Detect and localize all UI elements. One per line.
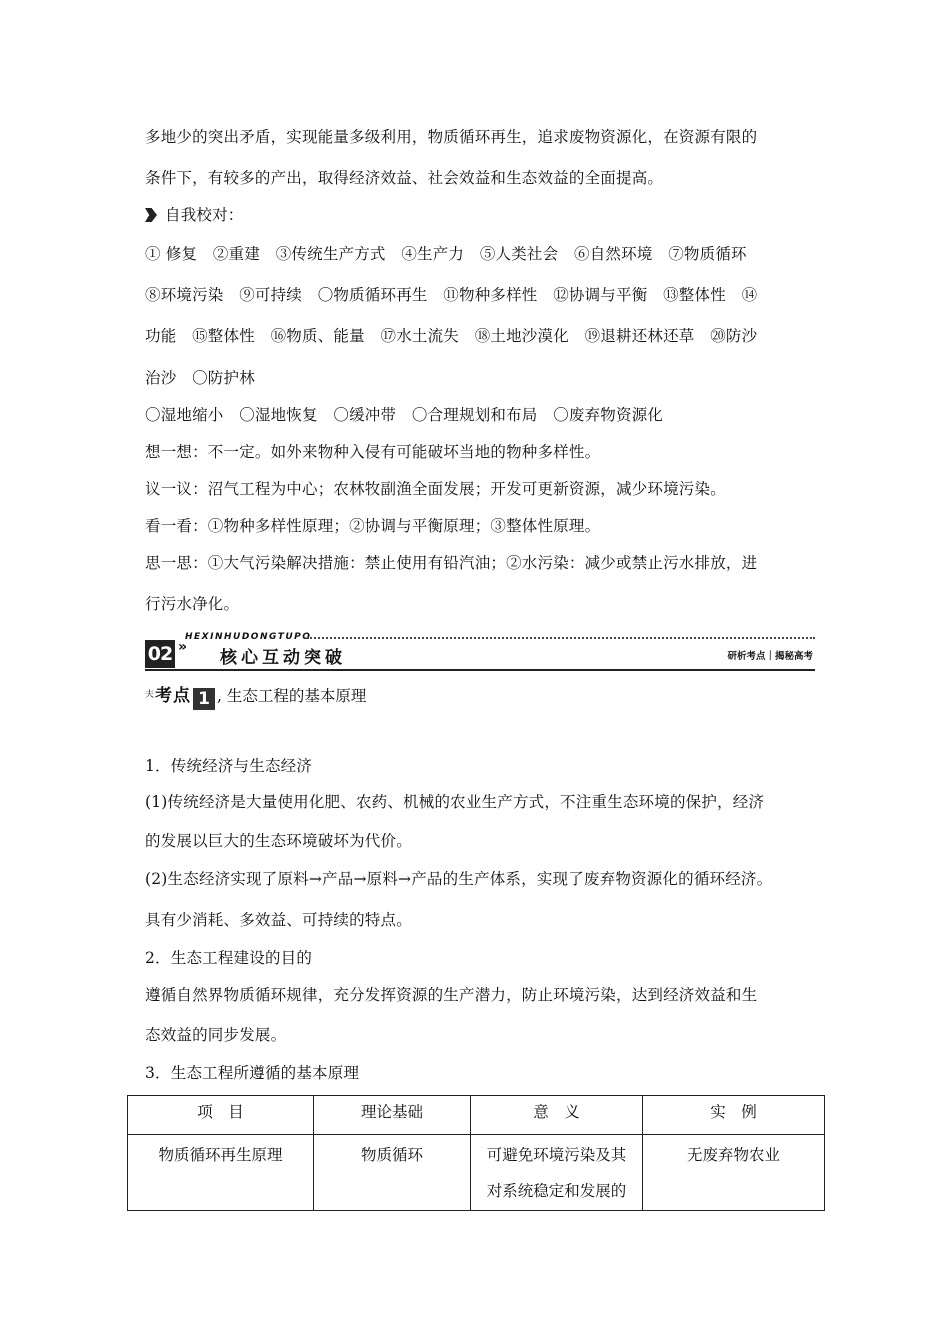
kan-yi-kan: 看一看：①物种多样性原理；②协调与平衡原理；③整体性原理。 xyxy=(145,517,601,535)
banner-subtitle: 研析考点｜揭秘高考 xyxy=(727,651,813,662)
si-yi-si-line-1: 思一思：①大气污染解决措施：禁止使用有铅汽油；②水污染：减少或禁止污水排放，进 xyxy=(145,554,758,572)
double-chevron-icon: » xyxy=(178,639,188,655)
self-check-line-5: 〇湿地缩小 〇湿地恢复 〇缓冲带 〇合理规划和布局 〇废弃物资源化 xyxy=(145,406,664,424)
banner-rule xyxy=(145,669,815,671)
self-check-line-4: 治沙 〇防护林 xyxy=(145,369,255,387)
self-check-line-2: ⑧环境污染 ⑨可持续 〇物质循环再生 ⑪物种多样性 ⑫协调与平衡 ⑬整体性 ⑭ xyxy=(145,286,758,304)
section-3-title: 3．生态工程所遵循的基本原理 xyxy=(145,1064,360,1082)
xiang-yi-xiang: 想一想：不一定。如外来物种入侵有可能破坏当地的物种多样性。 xyxy=(145,443,601,461)
self-check-heading xyxy=(145,203,244,225)
cell-project: 物质循环再生原理 xyxy=(128,1135,314,1211)
s1-para-1-line-1: (1)传统经济是大量使用化肥、农药、机械的农业生产方式，不注重生态环境的保护，经济 xyxy=(145,793,765,811)
kaodian-keyword: 考点 xyxy=(155,686,192,706)
self-check-label: 自我校对： xyxy=(165,206,244,224)
header-meaning: 意 义 xyxy=(471,1096,643,1135)
kaodian-number: 1 xyxy=(193,688,215,710)
s2-para-line-1: 遵循自然界物质循环规律，充分发挥资源的生产潜力，防止环境污染，达到经济效益和生 xyxy=(145,986,758,1004)
yi-yi-yi: 议一议：沼气工程为中心；农林牧副渔全面发展；开发可更新资源，减少环境污染。 xyxy=(145,480,726,498)
kaodian-name: , 生态工程的基本原理 xyxy=(217,687,367,705)
self-check-line-3: 功能 ⑮整体性 ⑯物质、能量 ⑰水土流失 ⑱土地沙漠化 ⑲退耕还林还草 ⑳防沙 xyxy=(145,327,758,345)
cell-meaning-line-2: 对系统稳定和发展的 xyxy=(486,1182,627,1200)
cell-meaning xyxy=(471,1135,643,1211)
kaodian-heading xyxy=(145,681,366,707)
intro-line-2: 条件下，有较多的产出，取得经济效益、社会效益和生态效益的全面提高。 xyxy=(145,169,664,187)
cell-basis: 物质循环 xyxy=(314,1135,471,1211)
self-check-line-1: ① 修复 ②重建 ③传统生产方式 ④生产力 ⑤人类社会 ⑥自然环境 ⑦物质循环 xyxy=(145,245,747,263)
s2-para-line-2: 态效益的同步发展。 xyxy=(145,1026,287,1044)
section-2-title: 2．生态工程建设的目的 xyxy=(145,949,313,967)
header-basis: 理论基础 xyxy=(314,1096,471,1135)
section-banner xyxy=(145,632,815,672)
banner-pinyin: HEXINHUDONGTUPO xyxy=(185,632,312,642)
header-project: 项 目 xyxy=(128,1096,314,1135)
banner-dotted-rule xyxy=(307,637,815,639)
s1-para-2-line-1: (2)生态经济实现了原料→产品→原料→产品的生产体系，实现了废弃物资源化的循环经济。 xyxy=(145,870,773,888)
si-yi-si-line-2: 行污水净化。 xyxy=(145,595,240,613)
banner-title: 核心互动突破 xyxy=(220,648,346,668)
cell-example: 无废弃物农业 xyxy=(643,1135,825,1211)
intro-line-1: 多地少的突出矛盾，实现能量多级利用，物质循环再生，追求废物资源化，在资源有限的 xyxy=(145,128,758,146)
s1-para-2-line-2: 具有少消耗、多效益、可持续的特点。 xyxy=(145,911,412,929)
table-header-row xyxy=(128,1096,825,1135)
kaodian-tag: 夫 xyxy=(145,690,155,700)
header-example: 实 例 xyxy=(643,1096,825,1135)
s1-para-1-line-2: 的发展以巨大的生态环境破坏为代价。 xyxy=(145,832,412,850)
banner-number: 02 xyxy=(145,640,175,668)
section-1-title: 1．传统经济与生态经济 xyxy=(145,757,313,775)
principles-table xyxy=(127,1095,825,1211)
table-row xyxy=(128,1135,825,1211)
cell-meaning-line-1: 可避免环境污染及其 xyxy=(486,1146,627,1164)
chevron-bullet-icon xyxy=(145,208,157,222)
